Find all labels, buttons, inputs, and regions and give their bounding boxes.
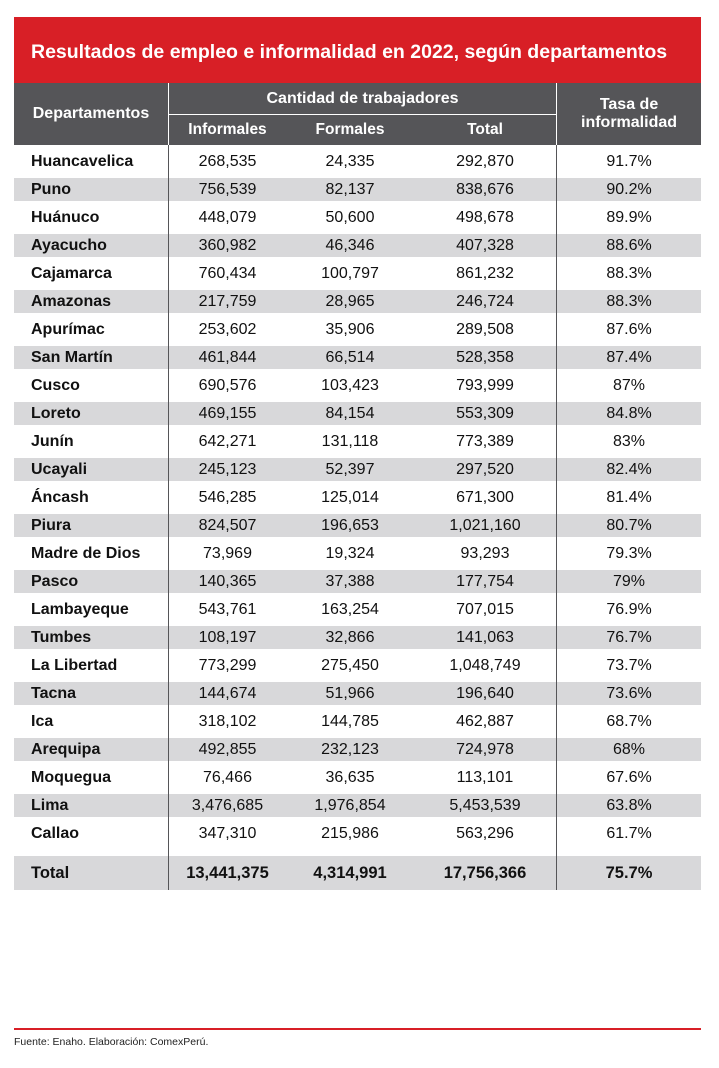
cell-informales: 461,844 — [169, 346, 286, 369]
cell-informales: 360,982 — [169, 234, 286, 257]
cell-formales: 19,324 — [325, 544, 375, 562]
cell-departamento: Moquegua — [14, 761, 169, 794]
cell-total: 553,309 — [414, 402, 557, 425]
cell-total: 407,328 — [414, 234, 557, 257]
cell-formales: 32,866 — [286, 626, 414, 649]
cell-tasa: 81.4% — [606, 488, 652, 506]
cell-total: 671,300 — [414, 481, 557, 514]
cell-tasa: 88.3% — [606, 264, 652, 282]
cell-tasa: 80.7% — [557, 514, 701, 537]
cell-total: 141,063 — [414, 626, 557, 649]
cell-departamento: Huancavelica — [14, 145, 169, 178]
cell-tasa: 63.8% — [557, 794, 701, 817]
table-row — [14, 705, 701, 738]
cell-informales: 824,507 — [169, 514, 286, 537]
cell-formales: 196,653 — [286, 514, 414, 537]
cell-formales: 46,346 — [286, 234, 414, 257]
cell-total: 246,724 — [414, 290, 557, 313]
table-row — [14, 201, 701, 234]
header-informales: Informales — [169, 114, 286, 145]
table-row — [14, 761, 701, 794]
cell-total: 773,389 — [414, 425, 557, 458]
cell-informales: 245,123 — [169, 458, 286, 481]
cell-departamento: La Libertad — [14, 649, 169, 682]
cell-departamento: Apurímac — [14, 313, 169, 346]
cell-departamento: Cusco — [14, 369, 169, 402]
cell-total: 196,640 — [414, 682, 557, 705]
cell-departamento: Lambayeque — [14, 593, 169, 626]
header-formales: Formales — [286, 114, 414, 145]
total-row — [14, 856, 701, 890]
cell-tasa: 88.6% — [557, 234, 701, 257]
table-row — [14, 682, 701, 705]
table-row — [14, 458, 701, 481]
cell-departamento: Arequipa — [14, 738, 169, 761]
cell-tasa: 83% — [613, 432, 646, 450]
cell-tasa: 90.2% — [557, 178, 701, 201]
cell-informales: 546,285 — [198, 488, 257, 506]
cell-formales: 82,137 — [286, 178, 414, 201]
cell-formales: 125,014 — [321, 488, 379, 506]
cell-informales: 73,969 — [203, 544, 252, 562]
cell-departamento: Total — [14, 856, 169, 890]
cell-formales: 275,450 — [321, 656, 379, 674]
cell-tasa: 87.4% — [557, 346, 701, 369]
cell-departamento: Ayacucho — [14, 234, 169, 257]
source-note: Fuente: Enaho. Elaboración: ComexPerú. — [14, 1036, 209, 1048]
cell-departamento: Áncash — [14, 481, 169, 514]
cell-total: 93,293 — [414, 537, 557, 570]
cell-formales: 103,423 — [321, 376, 379, 394]
cell-tasa: 88.3% — [557, 290, 701, 313]
cell-formales: 35,906 — [325, 320, 375, 338]
cell-departamento: Piura — [14, 514, 169, 537]
cell-formales: 131,118 — [321, 432, 379, 450]
cell-departamento: Pasco — [14, 570, 169, 593]
cell-informales: 760,434 — [198, 264, 257, 282]
cell-tasa: 91.7% — [606, 152, 652, 170]
table-row — [14, 817, 701, 850]
cell-informales: 268,535 — [198, 152, 257, 170]
cell-departamento: Tumbes — [14, 626, 169, 649]
table-row — [14, 313, 701, 346]
table-row — [14, 178, 701, 201]
cell-tasa: 67.6% — [606, 768, 652, 786]
cell-departamento: Madre de Dios — [14, 537, 169, 570]
cell-formales: 215,986 — [321, 824, 379, 842]
cell-total: 292,870 — [414, 145, 557, 178]
cell-departamento: Junín — [14, 425, 169, 458]
cell-informales: 347,310 — [198, 824, 257, 842]
bottom-rule — [14, 1028, 701, 1030]
cell-total: 793,999 — [414, 369, 557, 402]
cell-formales: 144,785 — [321, 712, 379, 730]
cell-informales: 76,466 — [203, 768, 252, 786]
cell-total: 289,508 — [414, 313, 557, 346]
cell-departamento: Loreto — [14, 402, 169, 425]
cell-informales: 253,602 — [198, 320, 257, 338]
table-title: Resultados de empleo e informalidad en 2022, según departamentos — [14, 17, 701, 83]
cell-formales: 37,388 — [286, 570, 414, 593]
cell-departamento: Puno — [14, 178, 169, 201]
cell-tasa: 84.8% — [557, 402, 701, 425]
table-row — [14, 369, 701, 402]
cell-informales: 108,197 — [169, 626, 286, 649]
table-row — [14, 593, 701, 626]
cell-informales: 448,079 — [198, 208, 257, 226]
cell-total: 1,048,749 — [414, 649, 557, 682]
cell-informales: 140,365 — [169, 570, 286, 593]
cell-formales: 100,797 — [321, 264, 379, 282]
cell-informales: 217,759 — [169, 290, 286, 313]
data-table-container — [14, 83, 701, 890]
header-cantidad: Cantidad de trabajadores — [169, 83, 557, 114]
cell-total: 707,015 — [414, 593, 557, 626]
table-row — [14, 570, 701, 593]
cell-formales: 28,965 — [286, 290, 414, 313]
cell-formales: 36,635 — [325, 768, 375, 786]
table-row — [14, 290, 701, 313]
table-row — [14, 537, 701, 570]
cell-tasa: 73.6% — [557, 682, 701, 705]
cell-tasa: 75.7% — [557, 856, 701, 890]
cell-tasa: 76.9% — [606, 600, 652, 618]
cell-total: 528,358 — [414, 346, 557, 369]
table-row — [14, 234, 701, 257]
cell-total: 5,453,539 — [414, 794, 557, 817]
cell-informales: 642,271 — [198, 432, 257, 450]
cell-departamento: Tacna — [14, 682, 169, 705]
cell-informales: 3,476,685 — [169, 794, 286, 817]
cell-tasa: 68.7% — [606, 712, 652, 730]
cell-informales: 144,674 — [169, 682, 286, 705]
cell-total: 563,296 — [414, 817, 557, 850]
header-tasa-line1: Tasa de — [599, 96, 659, 113]
cell-total: 113,101 — [414, 761, 557, 794]
cell-tasa: 76.7% — [557, 626, 701, 649]
cell-total: 861,232 — [414, 257, 557, 290]
table-row — [14, 257, 701, 290]
header-departamentos: Departamentos — [14, 83, 169, 145]
cell-departamento: Amazonas — [14, 290, 169, 313]
cell-informales: 543,761 — [198, 600, 257, 618]
table-row — [14, 794, 701, 817]
cell-formales: 163,254 — [321, 600, 379, 618]
cell-informales: 13,441,375 — [169, 856, 286, 890]
cell-tasa: 89.9% — [606, 208, 652, 226]
cell-formales: 84,154 — [286, 402, 414, 425]
cell-tasa: 79.3% — [606, 544, 652, 562]
cell-informales: 773,299 — [198, 656, 257, 674]
cell-tasa: 82.4% — [557, 458, 701, 481]
cell-formales: 1,976,854 — [286, 794, 414, 817]
cell-formales: 24,335 — [325, 152, 375, 170]
table-body — [14, 145, 701, 890]
cell-informales: 690,576 — [198, 376, 257, 394]
table-row — [14, 346, 701, 369]
cell-departamento: San Martín — [14, 346, 169, 369]
cell-total: 838,676 — [414, 178, 557, 201]
cell-informales: 756,539 — [169, 178, 286, 201]
table-row — [14, 738, 701, 761]
cell-departamento: Huánuco — [14, 201, 169, 234]
cell-departamento: Ica — [14, 705, 169, 738]
header-total: Total — [414, 114, 557, 145]
cell-informales: 318,102 — [198, 712, 257, 730]
employment-table — [14, 83, 701, 890]
table-row — [14, 425, 701, 458]
cell-departamento: Cajamarca — [14, 257, 169, 290]
cell-tasa: 61.7% — [606, 824, 652, 842]
cell-total: 462,887 — [414, 705, 557, 738]
cell-total: 177,754 — [414, 570, 557, 593]
table-row — [14, 626, 701, 649]
table-row — [14, 402, 701, 425]
cell-departamento: Ucayali — [14, 458, 169, 481]
header-tasa — [557, 83, 701, 145]
cell-total: 724,978 — [414, 738, 557, 761]
cell-tasa: 73.7% — [606, 656, 652, 674]
cell-formales: 4,314,991 — [286, 856, 414, 890]
cell-departamento: Lima — [14, 794, 169, 817]
cell-departamento: Callao — [14, 817, 169, 850]
cell-tasa: 68% — [557, 738, 701, 761]
cell-formales: 51,966 — [286, 682, 414, 705]
cell-total: 297,520 — [414, 458, 557, 481]
cell-total: 17,756,366 — [414, 856, 557, 890]
cell-total: 1,021,160 — [414, 514, 557, 537]
table-row — [14, 145, 701, 178]
cell-formales: 66,514 — [286, 346, 414, 369]
cell-tasa: 79% — [557, 570, 701, 593]
table-row — [14, 649, 701, 682]
cell-formales: 52,397 — [286, 458, 414, 481]
cell-informales: 492,855 — [169, 738, 286, 761]
cell-formales: 50,600 — [325, 208, 375, 226]
cell-tasa: 87.6% — [606, 320, 652, 338]
cell-informales: 469,155 — [169, 402, 286, 425]
cell-formales: 232,123 — [286, 738, 414, 761]
cell-total: 498,678 — [414, 201, 557, 234]
table-row — [14, 481, 701, 514]
cell-tasa: 87% — [613, 376, 646, 394]
header-tasa-line2: informalidad — [581, 114, 678, 131]
table-row — [14, 514, 701, 537]
